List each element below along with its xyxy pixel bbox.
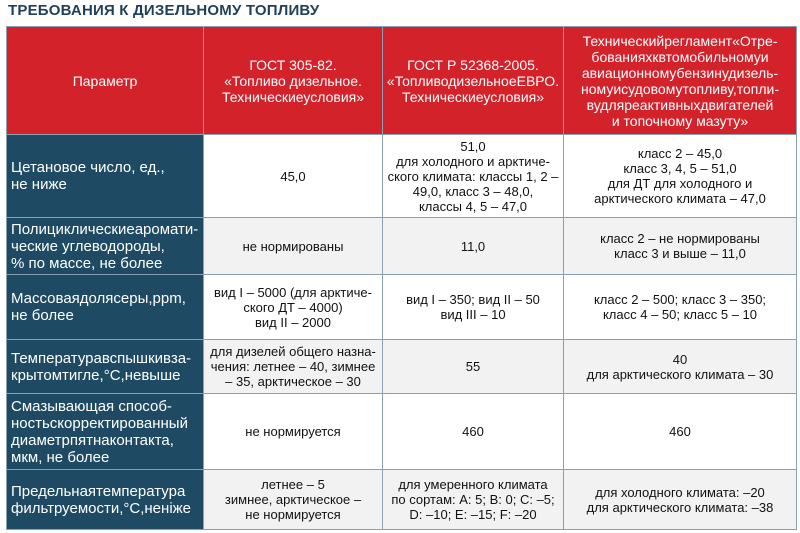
header-row [7,27,797,135]
cell-line: для арктического климата – 30 [586,366,774,382]
cell-line: номуисудовомутопливу,топли- [581,80,779,97]
cell-line: класс 3 и выше – 11,0 [614,246,746,261]
tech-reg-cell [564,470,797,530]
table-row [7,218,797,275]
tech-reg-cell [564,394,797,470]
cell-line: Смазывающая способ- [11,397,172,415]
tech-reg-cell [564,218,797,275]
cell-line: для ДТ для холодного и [607,176,753,191]
cell-line: мкм, не более [11,448,110,466]
cell-line: для холодного климата: –20 [595,484,765,500]
gost52368-cell [383,470,564,530]
gost52368-cell [383,340,564,394]
cell-line: не более [11,307,74,324]
cell-line: ностьскорректированный [11,414,188,432]
cell-line: Полициклическиеаромати- [11,220,199,238]
gost305-cell [204,394,383,470]
gost52368-cell [383,394,564,470]
header-gost52368 [383,27,564,135]
cell-line: и топочному мазуту» [611,112,749,129]
cell-line: D: –10; E: –15; F: –20 [409,507,537,522]
tech-reg-cell [564,340,797,394]
cell-line: вудляреактивныхдвигателей [586,96,774,113]
cell-line: не нормируется [245,424,341,439]
gost52368-cell [383,135,564,218]
table-row [7,470,797,530]
gost52368-cell [383,275,564,340]
cell-line: Техническиеусловия» [221,88,365,105]
gost305-cell [204,135,383,218]
cell-line: диаметрпятнаконтакта, [11,431,174,449]
cell-line: % по массе, не более [11,254,163,272]
table-row [7,275,797,340]
cell-line: для арктического климата: –38 [586,499,774,515]
header-param: Параметр [7,27,204,135]
cell-line: «Топливо дизельное. [224,72,362,89]
gost305-cell [204,218,383,275]
cell-line: «ТопливодизельноеЕВРО. [386,72,560,89]
tech-reg-cell [564,275,797,340]
cell-line: класс 2 – не нормированы [600,231,760,246]
cell-line: летнее – 5 [261,477,325,492]
cell-line: вид II – 2000 [255,314,331,330]
cell-line: арктического климата – 47,0 [594,191,766,206]
cell-line: Техническиеусловия» [401,88,545,105]
cell-line: 11,0 [460,238,486,254]
cell-line: класс 3, 4, 5 – 51,0 [623,161,737,176]
cell-line: фильтруемости,°С,неніже [11,499,192,517]
cell-line: Цетановое число, ед., [11,159,165,176]
cell-line: 55 [465,359,481,374]
cell-line: бованияхквтомобильномуи [591,48,769,65]
header-tech-reg [564,27,797,135]
table-row [7,340,797,394]
cell-line: 45,0 [280,168,306,184]
gost305-cell [204,275,383,340]
cell-line: 460 [462,424,484,439]
cell-line: Температуравспышкивза- [11,349,192,367]
param-cell [7,470,204,530]
param-cell [7,394,204,470]
cell-line: авиационномубензинудизель- [581,64,779,81]
cell-line: для дизелей общего назна- [210,344,376,359]
cell-line: крытомтигле,°С,невыше [11,366,181,384]
cell-line: Предельнаятемпература [11,482,186,500]
cell-line: вид I – 5000 (для арктиче- [214,284,372,300]
fuel-requirements-table [6,26,797,530]
cell-line: 40 [672,351,688,367]
cell-line: по сортам: A: 5; B: 0; C: –5; [391,492,555,507]
cell-line: – 35, арктическое – 30 [225,374,361,389]
cell-line: 460 [669,424,691,439]
cell-line: ческие углеводороды, [11,237,165,255]
cell-line: чения: летнее – 40, зимнее [210,359,376,374]
cell-line: ского климата: классы 1, 2 – [387,168,559,184]
param-cell [7,275,204,340]
table-row [7,135,797,218]
cell-line: для холодного и арктиче- [396,153,550,169]
cell-line: 49,0, класс 3 – 48,0, [412,183,534,199]
cell-line: ГОСТ Р 52368-2005. [407,56,539,73]
table-row [7,394,797,470]
cell-line: класс 4 – 50; класс 5 – 10 [602,307,758,322]
cell-line: класс 2 – 500; класс 3 – 350; [593,292,767,307]
cell-line: вид III – 10 [440,307,506,322]
cell-line: вид I – 350; вид II – 50 [406,292,540,307]
cell-line: 51,0 [460,138,486,154]
cell-line: зимнее, арктическое – [224,492,362,507]
header-gost305 [204,27,383,135]
cell-line: Массоваядолясеры,ppm, [11,290,186,307]
cell-line: класс 2 – 45,0 [637,146,723,161]
page-title: ТРЕБОВАНИЯ К ДИЗЕЛЬНОМУ ТОПЛИВУ [8,2,320,19]
gost52368-cell [383,218,564,275]
gost305-cell [204,470,383,530]
cell-line: для умеренного климата [398,477,548,492]
gost305-cell [204,340,383,394]
param-cell [7,340,204,394]
cell-line: не нормированы [242,238,344,254]
cell-line: не нормируется [245,507,341,522]
cell-line: классы 4, 5 – 47,0 [418,198,528,214]
cell-line: не ниже [11,176,67,193]
cell-line: ского ДТ – 4000) [243,299,343,315]
param-cell [7,218,204,275]
param-cell [7,135,204,218]
cell-line: ГОСТ 305-82. [249,56,337,73]
tech-reg-cell [564,135,797,218]
cell-line: Техническийрегламент«Отре- [582,32,778,49]
